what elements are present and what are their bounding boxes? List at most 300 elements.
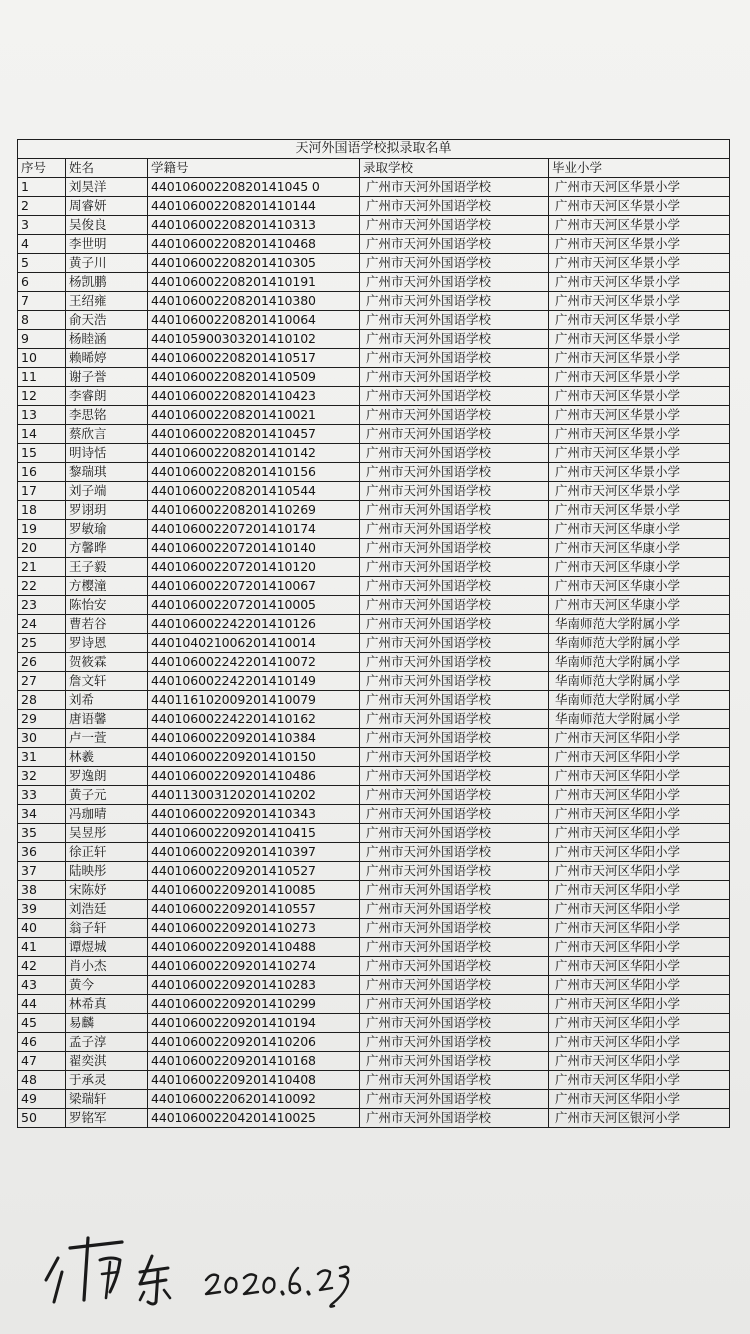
cell-graduating-school: 广州市天河区华景小学 <box>549 311 730 330</box>
cell-student-id: 440106002208201410064 <box>148 311 360 330</box>
cell-student-name: 曹若谷 <box>66 615 148 634</box>
cell-student-id: 440113003120201410202 <box>148 786 360 805</box>
cell-admitting-school: 广州市天河外国语学校 <box>360 463 549 482</box>
table-row <box>18 691 730 710</box>
cell-graduating-school: 广州市天河区华阳小学 <box>549 1052 730 1071</box>
cell-student-id: 440106002209201410168 <box>148 1052 360 1071</box>
cell-serial-number: 6 <box>18 273 66 292</box>
cell-serial-number: 45 <box>18 1014 66 1033</box>
cell-serial-number: 26 <box>18 653 66 672</box>
table-row <box>18 406 730 425</box>
header-serial-number: 序号 <box>18 159 66 178</box>
cell-admitting-school: 广州市天河外国语学校 <box>360 653 549 672</box>
cell-student-id: 440106002242201410072 <box>148 653 360 672</box>
cell-graduating-school: 广州市天河区华景小学 <box>549 501 730 520</box>
table-row <box>18 273 730 292</box>
cell-graduating-school: 广州市天河区华景小学 <box>549 216 730 235</box>
cell-admitting-school: 广州市天河外国语学校 <box>360 976 549 995</box>
cell-admitting-school: 广州市天河外国语学校 <box>360 1014 549 1033</box>
table-row <box>18 862 730 881</box>
cell-graduating-school: 广州市天河区华阳小学 <box>549 843 730 862</box>
cell-serial-number: 38 <box>18 881 66 900</box>
cell-graduating-school: 广州市天河区华阳小学 <box>549 786 730 805</box>
cell-serial-number: 18 <box>18 501 66 520</box>
table-row <box>18 767 730 786</box>
admission-list-table <box>17 139 730 1128</box>
cell-student-name: 刘昊洋 <box>66 178 148 197</box>
cell-student-id: 440106002208201410468 <box>148 235 360 254</box>
cell-graduating-school: 华南师范大学附属小学 <box>549 653 730 672</box>
cell-student-name: 谭煜城 <box>66 938 148 957</box>
cell-serial-number: 50 <box>18 1109 66 1128</box>
table-row <box>18 216 730 235</box>
cell-admitting-school: 广州市天河外国语学校 <box>360 957 549 976</box>
cell-admitting-school: 广州市天河外国语学校 <box>360 672 549 691</box>
cell-graduating-school: 广州市天河区华景小学 <box>549 178 730 197</box>
cell-serial-number: 49 <box>18 1090 66 1109</box>
table-row <box>18 653 730 672</box>
cell-serial-number: 7 <box>18 292 66 311</box>
cell-admitting-school: 广州市天河外国语学校 <box>360 634 549 653</box>
cell-admitting-school: 广州市天河外国语学校 <box>360 995 549 1014</box>
cell-graduating-school: 广州市天河区华阳小学 <box>549 1014 730 1033</box>
cell-serial-number: 44 <box>18 995 66 1014</box>
cell-graduating-school: 广州市天河区华康小学 <box>549 577 730 596</box>
cell-serial-number: 4 <box>18 235 66 254</box>
cell-student-id: 440106002209201410194 <box>148 1014 360 1033</box>
cell-student-id: 440106002208201410142 <box>148 444 360 463</box>
cell-graduating-school: 广州市天河区华景小学 <box>549 254 730 273</box>
cell-serial-number: 35 <box>18 824 66 843</box>
cell-admitting-school: 广州市天河外国语学校 <box>360 273 549 292</box>
cell-graduating-school: 广州市天河区华阳小学 <box>549 1071 730 1090</box>
cell-graduating-school: 广州市天河区华景小学 <box>549 425 730 444</box>
table-row <box>18 178 730 197</box>
cell-graduating-school: 广州市天河区华景小学 <box>549 292 730 311</box>
cell-serial-number: 20 <box>18 539 66 558</box>
cell-student-id: 440106002208201410380 <box>148 292 360 311</box>
cell-student-id: 440106002209201410415 <box>148 824 360 843</box>
cell-student-name: 谢子誉 <box>66 368 148 387</box>
cell-graduating-school: 广州市天河区华景小学 <box>549 463 730 482</box>
cell-student-name: 卢一萱 <box>66 729 148 748</box>
cell-admitting-school: 广州市天河外国语学校 <box>360 197 549 216</box>
cell-student-id: 440106002208201410544 <box>148 482 360 501</box>
table-row <box>18 805 730 824</box>
cell-admitting-school: 广州市天河外国语学校 <box>360 1071 549 1090</box>
cell-student-name: 翁子轩 <box>66 919 148 938</box>
cell-student-name: 李思铭 <box>66 406 148 425</box>
cell-student-id: 440106002208201410509 <box>148 368 360 387</box>
cell-graduating-school: 华南师范大学附属小学 <box>549 634 730 653</box>
cell-admitting-school: 广州市天河外国语学校 <box>360 406 549 425</box>
cell-student-id: 440106002208201410156 <box>148 463 360 482</box>
table-row <box>18 368 730 387</box>
table-row <box>18 957 730 976</box>
cell-graduating-school: 华南师范大学附属小学 <box>549 710 730 729</box>
cell-admitting-school: 广州市天河外国语学校 <box>360 482 549 501</box>
cell-student-name: 贺筱霖 <box>66 653 148 672</box>
cell-admitting-school: 广州市天河外国语学校 <box>360 1090 549 1109</box>
cell-admitting-school: 广州市天河外国语学校 <box>360 786 549 805</box>
cell-graduating-school: 广州市天河区华阳小学 <box>549 995 730 1014</box>
cell-graduating-school: 广州市天河区华景小学 <box>549 273 730 292</box>
cell-student-name: 赖晞婷 <box>66 349 148 368</box>
table-row <box>18 976 730 995</box>
table-row <box>18 748 730 767</box>
cell-serial-number: 1 <box>18 178 66 197</box>
table-body <box>18 178 730 1128</box>
cell-student-name: 罗铭军 <box>66 1109 148 1128</box>
cell-student-name: 孟子淳 <box>66 1033 148 1052</box>
cell-student-id: 440106002208201410021 <box>148 406 360 425</box>
cell-graduating-school: 广州市天河区华阳小学 <box>549 1090 730 1109</box>
table-row <box>18 387 730 406</box>
table-row <box>18 254 730 273</box>
cell-graduating-school: 广州市天河区华阳小学 <box>549 1033 730 1052</box>
cell-student-name: 罗敏瑜 <box>66 520 148 539</box>
table-row <box>18 634 730 653</box>
cell-admitting-school: 广州市天河外国语学校 <box>360 539 549 558</box>
cell-serial-number: 13 <box>18 406 66 425</box>
table-row <box>18 1090 730 1109</box>
cell-student-name: 杨凯鹏 <box>66 273 148 292</box>
cell-admitting-school: 广州市天河外国语学校 <box>360 691 549 710</box>
cell-student-name: 徐正轩 <box>66 843 148 862</box>
cell-student-id: 440106002209201410557 <box>148 900 360 919</box>
table-row <box>18 843 730 862</box>
cell-student-name: 詹文轩 <box>66 672 148 691</box>
cell-graduating-school: 广州市天河区华景小学 <box>549 444 730 463</box>
cell-admitting-school: 广州市天河外国语学校 <box>360 843 549 862</box>
cell-serial-number: 29 <box>18 710 66 729</box>
cell-admitting-school: 广州市天河外国语学校 <box>360 938 549 957</box>
cell-serial-number: 36 <box>18 843 66 862</box>
cell-admitting-school: 广州市天河外国语学校 <box>360 349 549 368</box>
cell-student-id: 440106002242201410162 <box>148 710 360 729</box>
cell-serial-number: 37 <box>18 862 66 881</box>
table-row <box>18 881 730 900</box>
cell-graduating-school: 广州市天河区华阳小学 <box>549 919 730 938</box>
cell-serial-number: 30 <box>18 729 66 748</box>
cell-student-name: 陆映彤 <box>66 862 148 881</box>
cell-student-id: 440106002209201410206 <box>148 1033 360 1052</box>
table-row <box>18 1014 730 1033</box>
table-row <box>18 577 730 596</box>
cell-student-id: 440105900303201410102 <box>148 330 360 349</box>
cell-student-name: 吴俊良 <box>66 216 148 235</box>
cell-graduating-school: 广州市天河区华阳小学 <box>549 900 730 919</box>
cell-student-id: 440106002242201410126 <box>148 615 360 634</box>
cell-student-name: 方樱潼 <box>66 577 148 596</box>
cell-admitting-school: 广州市天河外国语学校 <box>360 501 549 520</box>
cell-serial-number: 33 <box>18 786 66 805</box>
cell-admitting-school: 广州市天河外国语学校 <box>360 805 549 824</box>
header-admitting-school: 录取学校 <box>360 159 549 178</box>
table-header-row <box>18 159 730 178</box>
cell-graduating-school: 广州市天河区银河小学 <box>549 1109 730 1128</box>
table-row <box>18 292 730 311</box>
cell-admitting-school: 广州市天河外国语学校 <box>360 520 549 539</box>
cell-graduating-school: 广州市天河区华康小学 <box>549 520 730 539</box>
table-row <box>18 558 730 577</box>
cell-serial-number: 9 <box>18 330 66 349</box>
cell-admitting-school: 广州市天河外国语学校 <box>360 558 549 577</box>
cell-admitting-school: 广州市天河外国语学校 <box>360 178 549 197</box>
table-row <box>18 425 730 444</box>
cell-student-id: 440106002209201410085 <box>148 881 360 900</box>
cell-serial-number: 42 <box>18 957 66 976</box>
table-row <box>18 596 730 615</box>
cell-graduating-school: 广州市天河区华阳小学 <box>549 805 730 824</box>
cell-serial-number: 5 <box>18 254 66 273</box>
table-row <box>18 1109 730 1128</box>
cell-student-name: 于承灵 <box>66 1071 148 1090</box>
cell-serial-number: 28 <box>18 691 66 710</box>
table-row <box>18 729 730 748</box>
table-row <box>18 1052 730 1071</box>
cell-graduating-school: 广州市天河区华康小学 <box>549 596 730 615</box>
cell-student-id: 440106002204201410025 <box>148 1109 360 1128</box>
cell-admitting-school: 广州市天河外国语学校 <box>360 387 549 406</box>
table-row <box>18 995 730 1014</box>
cell-graduating-school: 广州市天河区华阳小学 <box>549 824 730 843</box>
cell-student-id: 440106002242201410149 <box>148 672 360 691</box>
cell-serial-number: 23 <box>18 596 66 615</box>
table-title: 天河外国语学校拟录取名单 <box>18 140 730 159</box>
table-row <box>18 444 730 463</box>
cell-student-name: 吴昱彤 <box>66 824 148 843</box>
cell-graduating-school: 广州市天河区华阳小学 <box>549 976 730 995</box>
cell-student-id: 440106002206201410092 <box>148 1090 360 1109</box>
cell-student-name: 罗诩玥 <box>66 501 148 520</box>
cell-student-id: 440106002208201410305 <box>148 254 360 273</box>
cell-graduating-school: 广州市天河区华阳小学 <box>549 938 730 957</box>
cell-student-name: 易麟 <box>66 1014 148 1033</box>
cell-student-name: 翟奕淇 <box>66 1052 148 1071</box>
cell-student-name: 俞天浩 <box>66 311 148 330</box>
cell-serial-number: 22 <box>18 577 66 596</box>
cell-student-id: 440106002207201410067 <box>148 577 360 596</box>
cell-serial-number: 25 <box>18 634 66 653</box>
handwritten-signature <box>40 1210 370 1310</box>
cell-serial-number: 41 <box>18 938 66 957</box>
cell-serial-number: 15 <box>18 444 66 463</box>
table-row <box>18 539 730 558</box>
cell-student-name: 肖小杰 <box>66 957 148 976</box>
cell-graduating-school: 广州市天河区华景小学 <box>549 330 730 349</box>
cell-student-name: 蔡欣言 <box>66 425 148 444</box>
table-row <box>18 1071 730 1090</box>
cell-student-id: 44010600220820141045 0 <box>148 178 360 197</box>
cell-student-name: 黄子川 <box>66 254 148 273</box>
cell-student-id: 440106002209201410384 <box>148 729 360 748</box>
cell-graduating-school: 广州市天河区华景小学 <box>549 235 730 254</box>
cell-student-name: 李世明 <box>66 235 148 254</box>
cell-student-name: 杨睦涵 <box>66 330 148 349</box>
cell-student-id: 440106002208201410423 <box>148 387 360 406</box>
cell-graduating-school: 广州市天河区华阳小学 <box>549 729 730 748</box>
cell-graduating-school: 广州市天河区华阳小学 <box>549 748 730 767</box>
cell-admitting-school: 广州市天河外国语学校 <box>360 900 549 919</box>
table-row <box>18 919 730 938</box>
cell-student-id: 440106002209201410299 <box>148 995 360 1014</box>
cell-serial-number: 46 <box>18 1033 66 1052</box>
cell-student-id: 440106002209201410273 <box>148 919 360 938</box>
cell-student-name: 宋陈妤 <box>66 881 148 900</box>
cell-student-name: 刘希 <box>66 691 148 710</box>
cell-admitting-school: 广州市天河外国语学校 <box>360 216 549 235</box>
cell-admitting-school: 广州市天河外国语学校 <box>360 862 549 881</box>
cell-admitting-school: 广州市天河外国语学校 <box>360 748 549 767</box>
cell-student-id: 440106002209201410283 <box>148 976 360 995</box>
table-row <box>18 482 730 501</box>
cell-admitting-school: 广州市天河外国语学校 <box>360 311 549 330</box>
cell-graduating-school: 华南师范大学附属小学 <box>549 691 730 710</box>
cell-serial-number: 34 <box>18 805 66 824</box>
cell-serial-number: 8 <box>18 311 66 330</box>
cell-graduating-school: 广州市天河区华康小学 <box>549 539 730 558</box>
cell-student-id: 440106002208201410457 <box>148 425 360 444</box>
cell-graduating-school: 广州市天河区华阳小学 <box>549 881 730 900</box>
cell-serial-number: 19 <box>18 520 66 539</box>
cell-graduating-school: 广州市天河区华阳小学 <box>549 862 730 881</box>
cell-student-name: 黎瑞琪 <box>66 463 148 482</box>
cell-student-name: 李睿朗 <box>66 387 148 406</box>
cell-serial-number: 10 <box>18 349 66 368</box>
cell-student-name: 王绍雍 <box>66 292 148 311</box>
cell-graduating-school: 广州市天河区华景小学 <box>549 406 730 425</box>
cell-serial-number: 3 <box>18 216 66 235</box>
table-title-row <box>18 140 730 159</box>
cell-admitting-school: 广州市天河外国语学校 <box>360 824 549 843</box>
table-row <box>18 463 730 482</box>
cell-serial-number: 43 <box>18 976 66 995</box>
cell-graduating-school: 广州市天河区华景小学 <box>549 387 730 406</box>
cell-student-name: 梁瑞轩 <box>66 1090 148 1109</box>
cell-student-id: 440106002207201410140 <box>148 539 360 558</box>
cell-student-name: 陈怡安 <box>66 596 148 615</box>
cell-student-id: 440106002209201410527 <box>148 862 360 881</box>
cell-serial-number: 27 <box>18 672 66 691</box>
cell-admitting-school: 广州市天河外国语学校 <box>360 881 549 900</box>
cell-student-id: 440106002209201410486 <box>148 767 360 786</box>
cell-serial-number: 48 <box>18 1071 66 1090</box>
header-name: 姓名 <box>66 159 148 178</box>
cell-student-id: 440106002209201410274 <box>148 957 360 976</box>
cell-admitting-school: 广州市天河外国语学校 <box>360 444 549 463</box>
cell-student-id: 440106002208201410269 <box>148 501 360 520</box>
cell-serial-number: 14 <box>18 425 66 444</box>
cell-serial-number: 12 <box>18 387 66 406</box>
cell-admitting-school: 广州市天河外国语学校 <box>360 577 549 596</box>
table-row <box>18 615 730 634</box>
cell-admitting-school: 广州市天河外国语学校 <box>360 330 549 349</box>
header-student-id: 学籍号 <box>148 159 360 178</box>
cell-student-name: 明诗恬 <box>66 444 148 463</box>
cell-graduating-school: 广州市天河区华景小学 <box>549 368 730 387</box>
table-row <box>18 235 730 254</box>
table-row <box>18 501 730 520</box>
table-row <box>18 900 730 919</box>
cell-student-name: 黄子元 <box>66 786 148 805</box>
cell-serial-number: 17 <box>18 482 66 501</box>
cell-student-id: 440106002209201410397 <box>148 843 360 862</box>
header-graduating-primary-school: 毕业小学 <box>549 159 730 178</box>
cell-admitting-school: 广州市天河外国语学校 <box>360 425 549 444</box>
cell-graduating-school: 广州市天河区华阳小学 <box>549 767 730 786</box>
table-row <box>18 330 730 349</box>
table-row <box>18 786 730 805</box>
cell-serial-number: 11 <box>18 368 66 387</box>
cell-admitting-school: 广州市天河外国语学校 <box>360 254 549 273</box>
cell-student-id: 440104021006201410014 <box>148 634 360 653</box>
cell-admitting-school: 广州市天河外国语学校 <box>360 729 549 748</box>
cell-serial-number: 47 <box>18 1052 66 1071</box>
table-row <box>18 197 730 216</box>
cell-admitting-school: 广州市天河外国语学校 <box>360 615 549 634</box>
cell-admitting-school: 广州市天河外国语学校 <box>360 1052 549 1071</box>
cell-student-id: 440106002207201410005 <box>148 596 360 615</box>
cell-student-id: 440106002209201410408 <box>148 1071 360 1090</box>
cell-student-id: 440106002208201410313 <box>148 216 360 235</box>
table-row <box>18 1033 730 1052</box>
table-row <box>18 311 730 330</box>
cell-student-name: 林羲 <box>66 748 148 767</box>
cell-student-id: 440106002209201410150 <box>148 748 360 767</box>
cell-graduating-school: 广州市天河区华景小学 <box>549 482 730 501</box>
cell-student-id: 440106002207201410174 <box>148 520 360 539</box>
cell-student-name: 周睿妍 <box>66 197 148 216</box>
cell-admitting-school: 广州市天河外国语学校 <box>360 710 549 729</box>
cell-serial-number: 2 <box>18 197 66 216</box>
cell-student-id: 440116102009201410079 <box>148 691 360 710</box>
cell-serial-number: 40 <box>18 919 66 938</box>
cell-student-id: 440106002208201410144 <box>148 197 360 216</box>
cell-serial-number: 24 <box>18 615 66 634</box>
cell-student-name: 黄今 <box>66 976 148 995</box>
cell-admitting-school: 广州市天河外国语学校 <box>360 368 549 387</box>
table-row <box>18 672 730 691</box>
cell-graduating-school: 广州市天河区华康小学 <box>549 558 730 577</box>
cell-student-name: 林希真 <box>66 995 148 1014</box>
table-row <box>18 520 730 539</box>
cell-student-name: 唐语馨 <box>66 710 148 729</box>
cell-graduating-school: 广州市天河区华阳小学 <box>549 957 730 976</box>
cell-serial-number: 16 <box>18 463 66 482</box>
cell-student-name: 方馨晔 <box>66 539 148 558</box>
table-row <box>18 710 730 729</box>
cell-student-name: 罗诗恩 <box>66 634 148 653</box>
table-row <box>18 938 730 957</box>
cell-admitting-school: 广州市天河外国语学校 <box>360 596 549 615</box>
table-row <box>18 349 730 368</box>
cell-admitting-school: 广州市天河外国语学校 <box>360 919 549 938</box>
cell-student-id: 440106002209201410343 <box>148 805 360 824</box>
cell-admitting-school: 广州市天河外国语学校 <box>360 292 549 311</box>
table-row <box>18 824 730 843</box>
cell-admitting-school: 广州市天河外国语学校 <box>360 1033 549 1052</box>
cell-student-name: 刘子端 <box>66 482 148 501</box>
cell-student-name: 刘浩廷 <box>66 900 148 919</box>
cell-student-name: 冯珈晴 <box>66 805 148 824</box>
cell-student-name: 王子毅 <box>66 558 148 577</box>
cell-admitting-school: 广州市天河外国语学校 <box>360 1109 549 1128</box>
cell-student-id: 440106002209201410488 <box>148 938 360 957</box>
cell-student-id: 440106002208201410191 <box>148 273 360 292</box>
cell-student-id: 440106002208201410517 <box>148 349 360 368</box>
cell-admitting-school: 广州市天河外国语学校 <box>360 235 549 254</box>
